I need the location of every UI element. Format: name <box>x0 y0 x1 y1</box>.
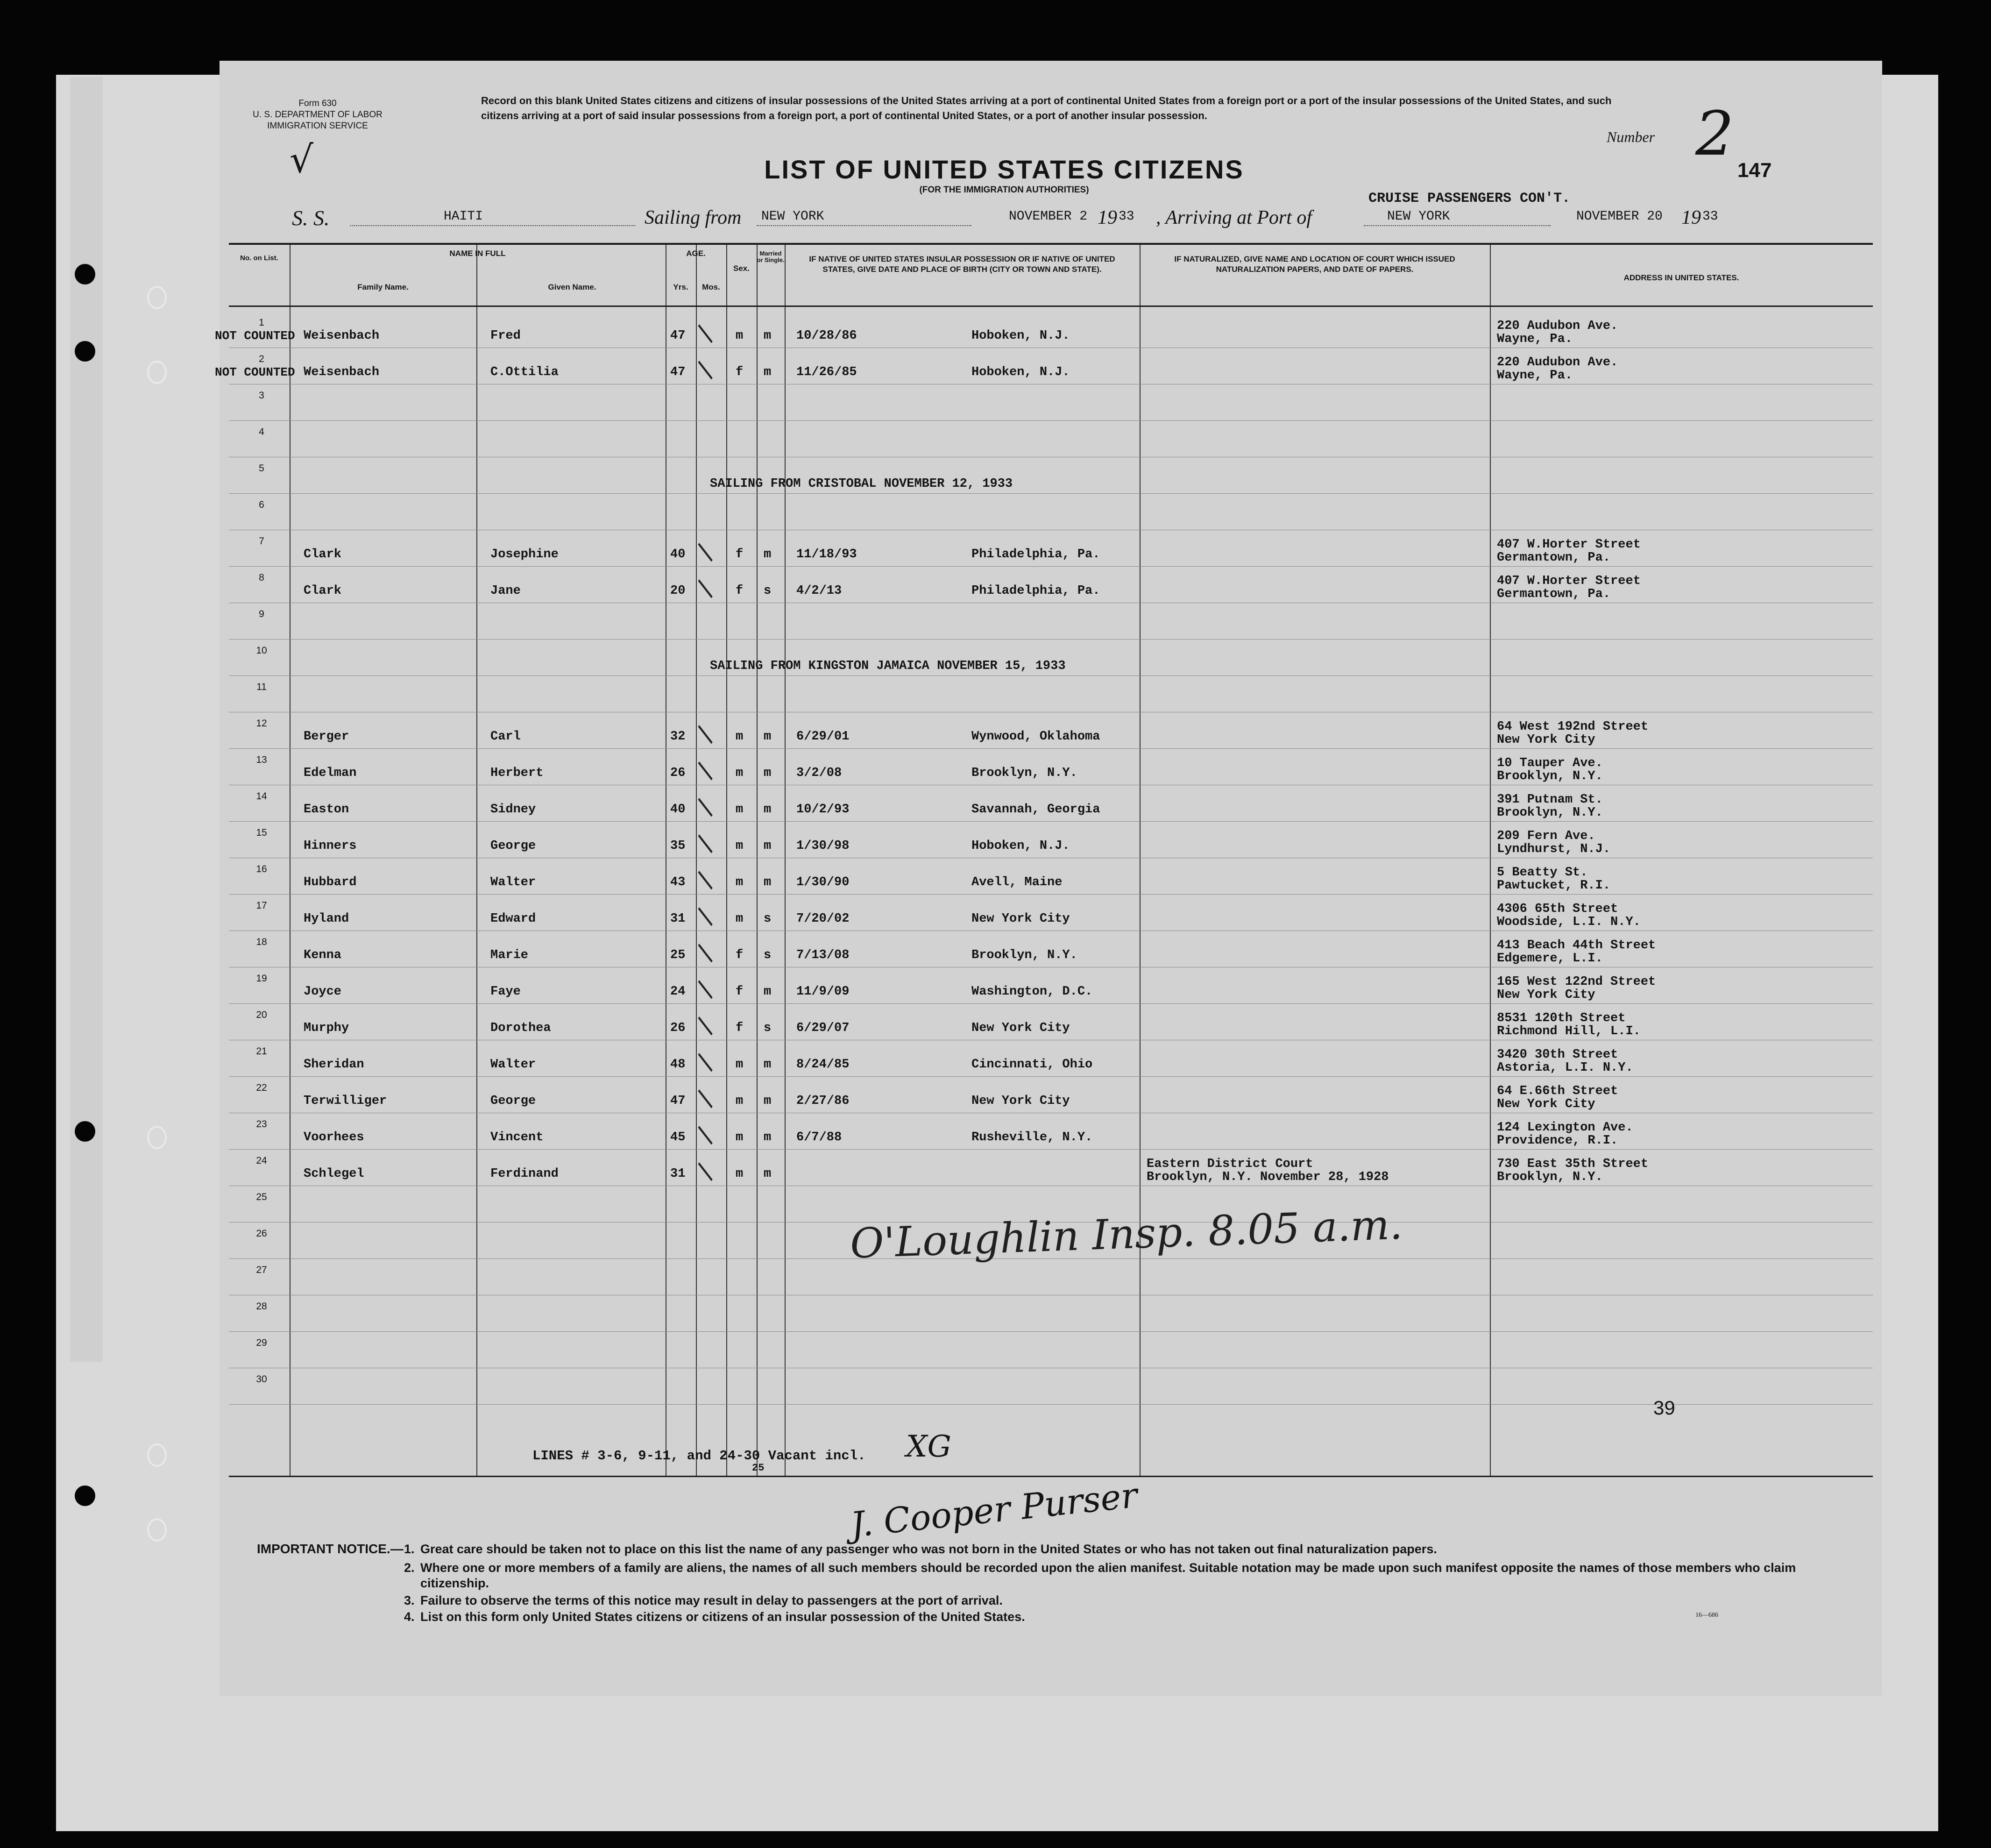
manifest-sheet <box>215 61 1882 1696</box>
address-line-2: Astoria, L.I. N.Y. <box>1497 1061 1633 1075</box>
age-years: 24 <box>670 985 686 999</box>
birth-info-header: IF NATIVE OF UNITED STATES INSULAR POSSESSION OR IF NATIVE OF UNITED STATES, GIVE DATE AND PLACE OF BIRTH (CITY OR TOWN AND STATE). <box>809 255 1115 274</box>
row-number: 24 <box>256 1155 267 1166</box>
birth-date: 11/18/93 <box>796 547 857 562</box>
address-line-1: 4306 65th Street <box>1497 902 1618 916</box>
row-number: 19 <box>256 973 267 984</box>
age-years: 35 <box>670 839 686 853</box>
notice-item-4: 4. List on this form only United States citizens or citizens of an insular possession of the United States. <box>404 1610 1025 1624</box>
marital-status: s <box>764 584 772 598</box>
age-years: 48 <box>670 1058 686 1072</box>
age-years: 20 <box>670 584 686 598</box>
address-line-1: 3420 30th Street <box>1497 1048 1618 1062</box>
address-line-1: 10 Tauper Ave. <box>1497 756 1603 770</box>
birth-date: 8/24/85 <box>796 1058 850 1072</box>
family-name: Weisenbach <box>304 329 380 343</box>
age-years: 26 <box>670 1021 686 1035</box>
given-name: Faye <box>490 985 521 999</box>
given-name: Josephine <box>490 547 559 562</box>
row-number: 5 <box>259 463 264 474</box>
row-number: 6 <box>259 499 264 510</box>
important-notice-label: IMPORTANT NOTICE.— <box>257 1542 404 1556</box>
sex-header: Sex. <box>733 264 750 273</box>
row-number: 27 <box>256 1265 267 1275</box>
row-number: 23 <box>256 1119 267 1130</box>
row-number: 29 <box>256 1337 267 1348</box>
vacant-lines-note: LINES # 3-6, 9-11, and 24-30 Vacant incl. <box>532 1448 866 1464</box>
age-years: 40 <box>670 547 686 562</box>
address-line-1: 413 Beach 44th Street <box>1497 938 1656 952</box>
address-line-2: Germantown, Pa. <box>1497 551 1611 565</box>
address-line-2: Wayne, Pa. <box>1497 369 1573 383</box>
given-name: George <box>490 839 536 853</box>
birthplace: Hoboken, N.J. <box>971 365 1070 379</box>
tick-mark: / <box>690 1159 720 1184</box>
notice-item-1: 1. Great care should be taken not to place on this list the name of any passenger who was not born in the United States or who has not taken out final naturalization papers. <box>404 1542 1437 1556</box>
tick-mark: / <box>690 722 720 746</box>
marital-status: s <box>764 1021 772 1035</box>
sex: f <box>736 365 744 379</box>
given-name: Jane <box>490 584 521 598</box>
family-name: Easton <box>304 803 349 817</box>
given-name-header: Given Name. <box>548 283 596 291</box>
age-years: 47 <box>670 1094 686 1108</box>
sailing-from-label: Sailing from <box>645 207 742 228</box>
sex: m <box>736 875 744 889</box>
row-number: 18 <box>256 937 267 947</box>
not-counted-note: NOT COUNTED <box>215 329 295 343</box>
marital-status: m <box>764 365 772 379</box>
sex: f <box>736 584 744 598</box>
married-single-header: Married or Single. <box>757 250 785 263</box>
given-name: Carl <box>490 730 521 744</box>
birthplace: Brooklyn, N.Y. <box>971 766 1077 780</box>
address-line-1: 64 E.66th Street <box>1497 1084 1618 1098</box>
given-name: Dorothea <box>490 1021 551 1035</box>
given-name: George <box>490 1094 536 1108</box>
notice-item-2: 2. Where one or more members of a family are aliens, the names of all such members should be recorded upon the alien manifest. Suitable notation may be made upon such manifest opposite the names of those members who claim citizenship. <box>404 1561 1796 1590</box>
sex: m <box>736 839 744 853</box>
address-line-2: Edgemere, L.I. <box>1497 952 1603 966</box>
tick-mark: / <box>690 357 720 382</box>
family-name: Joyce <box>304 985 342 999</box>
family-name: Schlegel <box>304 1167 364 1181</box>
naturalization-date: Brooklyn, N.Y. November 28, 1928 <box>1147 1170 1389 1184</box>
address-line-1: 64 West 192nd Street <box>1497 720 1649 734</box>
notice-item-3: 3. Failure to observe the terms of this notice may result in delay to passengers at the port of arrival. <box>404 1593 1003 1607</box>
family-name: Kenna <box>304 948 342 962</box>
punch-hole <box>75 341 95 362</box>
row-number: 2 <box>259 354 264 364</box>
page-number: 39 <box>1653 1397 1675 1419</box>
tick-mark: / <box>690 867 720 892</box>
birthplace: New York City <box>971 1021 1070 1035</box>
naturalization-court: Eastern District Court <box>1147 1157 1313 1171</box>
sex: f <box>736 948 744 962</box>
address-line-2: Pawtucket, R.I. <box>1497 879 1611 893</box>
sailing-date: NOVEMBER 2 <box>1009 209 1088 224</box>
given-name: Walter <box>490 1058 536 1072</box>
tick-mark: / <box>690 576 720 601</box>
birthplace: Philadelphia, Pa. <box>971 547 1100 562</box>
family-name: Voorhees <box>304 1130 364 1144</box>
family-name: Hinners <box>304 839 357 853</box>
row-number: 13 <box>256 754 267 765</box>
age-years: 43 <box>670 875 686 889</box>
address-line-2: New York City <box>1497 1097 1595 1111</box>
birth-date: 10/28/86 <box>796 329 857 343</box>
row-number: 15 <box>256 827 267 838</box>
department-name: U. S. DEPARTMENT OF LABOR <box>253 110 383 120</box>
birthplace: Rusheville, N.Y. <box>971 1130 1093 1144</box>
birth-date: 6/29/01 <box>796 730 850 744</box>
given-name: Ferdinand <box>490 1167 559 1181</box>
birth-date: 4/2/13 <box>796 584 842 598</box>
family-name: Terwilliger <box>304 1094 387 1108</box>
birthplace: Brooklyn, N.Y. <box>971 948 1077 962</box>
birthplace: Hoboken, N.J. <box>971 839 1070 853</box>
age-years: 40 <box>670 803 686 817</box>
address-line-2: Germantown, Pa. <box>1497 587 1611 601</box>
age-years: 26 <box>670 766 686 780</box>
row-number: 8 <box>259 572 264 583</box>
cruise-note: CRUISE PASSENGERS CON'T. <box>1368 191 1571 206</box>
family-name: Edelman <box>304 766 357 780</box>
ship-name: HAITI <box>444 209 483 224</box>
given-name: Herbert <box>490 766 544 780</box>
sex: m <box>736 1094 744 1108</box>
sequence-number: 147 <box>1737 159 1772 182</box>
given-name: Walter <box>490 875 536 889</box>
row-number: 7 <box>259 536 264 547</box>
marital-status: m <box>764 730 772 744</box>
marital-status: m <box>764 985 772 999</box>
marital-status: m <box>764 803 772 817</box>
birthplace: Hoboken, N.J. <box>971 329 1070 343</box>
address-header: ADDRESS IN UNITED STATES. <box>1623 273 1739 282</box>
row-number: 26 <box>256 1228 267 1239</box>
age-years: 47 <box>670 329 686 343</box>
marital-status: m <box>764 1130 772 1144</box>
marital-status: m <box>764 1058 772 1072</box>
row-number: 28 <box>256 1301 267 1312</box>
address-line-2: Woodside, L.I. N.Y. <box>1497 915 1641 929</box>
age-years: 31 <box>670 912 686 926</box>
row-number: 14 <box>256 791 267 802</box>
address-line-1: 407 W.Horter Street <box>1497 538 1641 552</box>
arrival-year: 33 <box>1702 209 1718 224</box>
marital-status: m <box>764 766 772 780</box>
punch-ring <box>147 1443 167 1467</box>
tick-mark: / <box>690 758 720 783</box>
family-name: Berger <box>304 730 349 744</box>
arrival-year-prefix: 19 <box>1681 207 1701 228</box>
row-number: 4 <box>259 426 264 437</box>
birthplace: Philadelphia, Pa. <box>971 584 1100 598</box>
tick-mark: / <box>690 540 720 564</box>
print-code: 16—686 <box>1695 1612 1718 1619</box>
age-years: 31 <box>670 1167 686 1181</box>
sex: f <box>736 985 744 999</box>
sailing-year: 33 <box>1119 209 1134 224</box>
age-header: AGE. <box>686 249 706 258</box>
section-heading: SAILING FROM CRISTOBAL NOVEMBER 12, 1933 <box>710 477 1013 491</box>
purser-signature: J. Cooper Purser <box>849 1475 1140 1545</box>
row-number: 22 <box>256 1082 267 1093</box>
vacant-lines-correction: 25 <box>752 1462 765 1474</box>
sex: m <box>736 329 744 343</box>
birth-date: 2/27/86 <box>796 1094 850 1108</box>
initials-signature: XG <box>906 1429 951 1464</box>
family-name: Clark <box>304 547 342 562</box>
marital-status: m <box>764 875 772 889</box>
birth-date: 7/20/02 <box>796 912 850 926</box>
sailing-year-prefix: 19 <box>1098 207 1117 228</box>
birthplace: Wynwood, Oklahoma <box>971 730 1100 744</box>
given-name: Sidney <box>490 803 536 817</box>
row-number: 10 <box>256 645 267 656</box>
birthplace: Cincinnati, Ohio <box>971 1058 1093 1072</box>
name-in-full-header: NAME IN FULL <box>449 249 506 258</box>
family-name: Clark <box>304 584 342 598</box>
marital-status: s <box>764 912 772 926</box>
address-line-1: 730 East 35th Street <box>1497 1157 1649 1171</box>
punch-ring <box>147 286 167 309</box>
tick-mark: / <box>690 831 720 856</box>
form-number: Form 630 <box>298 99 337 108</box>
address-line-2: Wayne, Pa. <box>1497 332 1573 346</box>
given-name: Fred <box>490 329 521 343</box>
years-header: Yrs. <box>673 283 688 291</box>
row-number: 3 <box>259 390 264 401</box>
birthplace: Washington, D.C. <box>971 985 1093 999</box>
page-title: LIST OF UNITED STATES CITIZENS <box>764 155 1244 184</box>
given-name: Marie <box>490 948 529 962</box>
sex: m <box>736 1058 744 1072</box>
birth-date: 10/2/93 <box>796 803 850 817</box>
birthplace: Savannah, Georgia <box>971 803 1100 817</box>
sex: m <box>736 803 744 817</box>
page-subtitle: (FOR THE IMMIGRATION AUTHORITIES) <box>919 185 1089 195</box>
family-name: Murphy <box>304 1021 349 1035</box>
number-label: Number <box>1607 128 1655 145</box>
punch-hole <box>75 1486 95 1506</box>
punch-ring <box>147 1518 167 1542</box>
row-number: 25 <box>256 1192 267 1202</box>
row-number: 16 <box>256 864 267 874</box>
birth-date: 3/2/08 <box>796 766 842 780</box>
ss-label: S. S. <box>292 206 330 230</box>
tick-mark: / <box>690 1086 720 1111</box>
family-name: Weisenbach <box>304 365 380 379</box>
tick-mark: / <box>690 904 720 929</box>
birthplace: New York City <box>971 912 1070 926</box>
row-number: 12 <box>256 718 267 729</box>
family-name: Sheridan <box>304 1058 364 1072</box>
sex: m <box>736 1130 744 1144</box>
tick-mark: / <box>690 1013 720 1038</box>
punch-ring <box>147 361 167 384</box>
family-name-header: Family Name. <box>357 283 409 291</box>
service-name: IMMIGRATION SERVICE <box>267 121 368 131</box>
address-line-2: New York City <box>1497 733 1595 747</box>
marital-status: m <box>764 1167 772 1181</box>
no-on-list-header: No. on List. <box>240 254 278 262</box>
row-number: 9 <box>259 609 264 619</box>
marital-status: m <box>764 1094 772 1108</box>
marital-status: m <box>764 547 772 562</box>
birth-date: 1/30/90 <box>796 875 850 889</box>
tick-mark: / <box>690 977 720 1002</box>
birth-date: 1/30/98 <box>796 839 850 853</box>
age-years: 32 <box>670 730 686 744</box>
given-name: C.Ottilia <box>490 365 559 379</box>
address-line-1: 391 Putnam St. <box>1497 793 1603 807</box>
arrival-port: NEW YORK <box>1387 209 1450 224</box>
checkmark-icon: √ <box>290 138 313 181</box>
marital-status: m <box>764 839 772 853</box>
row-number: 20 <box>256 1009 267 1020</box>
sex: f <box>736 547 744 562</box>
address-line-2: Richmond Hill, L.I. <box>1497 1024 1641 1038</box>
tick-mark: / <box>690 1123 720 1147</box>
section-heading: SAILING FROM KINGSTON JAMAICA NOVEMBER 15, 1933 <box>710 659 1066 673</box>
age-years: 25 <box>670 948 686 962</box>
arriving-label: , Arriving at Port of <box>1156 207 1312 228</box>
sex: m <box>736 766 744 780</box>
birth-date: 11/9/09 <box>796 985 850 999</box>
months-header: Mos. <box>702 283 720 291</box>
row-number: 17 <box>256 900 267 911</box>
birth-date: 6/7/88 <box>796 1130 842 1144</box>
address-line-1: 8531 120th Street <box>1497 1011 1626 1025</box>
family-name: Hubbard <box>304 875 357 889</box>
sex: f <box>736 1021 744 1035</box>
passenger-table <box>215 243 1873 1477</box>
address-line-1: 220 Audubon Ave. <box>1497 355 1618 370</box>
punch-hole <box>75 1121 95 1142</box>
address-line-2: New York City <box>1497 988 1595 1002</box>
not-counted-note: NOT COUNTED <box>215 365 295 379</box>
age-years: 45 <box>670 1130 686 1144</box>
marital-status: m <box>764 329 772 343</box>
form-identifier <box>248 98 388 132</box>
row-number: 21 <box>256 1046 267 1057</box>
address-line-2: Brooklyn, N.Y. <box>1497 769 1603 783</box>
list-number-handwritten: 2 <box>1695 98 1734 169</box>
row-number: 11 <box>256 682 267 692</box>
address-line-1: 209 Fern Ave. <box>1497 829 1595 843</box>
punch-ring <box>147 1126 167 1149</box>
tick-mark: / <box>690 1050 720 1074</box>
birth-date: 7/13/08 <box>796 948 850 962</box>
naturalization-header: IF NATURALIZED, GIVE NAME AND LOCATION OF COURT WHICH ISSUED NATURALIZATION PAPERS, AND DATE OF PAPERS. <box>1174 255 1455 274</box>
sex: m <box>736 1167 744 1181</box>
tick-mark: / <box>690 321 720 346</box>
marital-status: s <box>764 948 772 962</box>
inspector-signature: O'Loughlin Insp. 8.05 a.m. <box>849 1200 1403 1268</box>
age-years: 47 <box>670 365 686 379</box>
sex: m <box>736 730 744 744</box>
address-line-2: Brooklyn, N.Y. <box>1497 806 1603 820</box>
birthplace: New York City <box>971 1094 1070 1108</box>
address-line-2: Providence, R.I. <box>1497 1134 1618 1148</box>
birth-date: 11/26/85 <box>796 365 857 379</box>
row-number: 30 <box>256 1374 267 1385</box>
address-line-1: 220 Audubon Ave. <box>1497 319 1618 333</box>
birthplace: Avell, Maine <box>971 875 1063 889</box>
given-name: Edward <box>490 912 536 926</box>
birth-date: 6/29/07 <box>796 1021 850 1035</box>
given-name: Vincent <box>490 1130 544 1144</box>
tick-mark: / <box>690 940 720 965</box>
address-line-2: Brooklyn, N.Y. <box>1497 1170 1603 1184</box>
sex: m <box>736 912 744 926</box>
address-line-1: 5 Beatty St. <box>1497 866 1588 880</box>
address-line-2: Lyndhurst, N.J. <box>1497 842 1611 856</box>
arrival-date: NOVEMBER 20 <box>1576 209 1663 224</box>
punch-hole <box>75 264 95 284</box>
family-name: Hyland <box>304 912 349 926</box>
sailing-port: NEW YORK <box>761 209 824 224</box>
address-line-1: 124 Lexington Ave. <box>1497 1121 1633 1135</box>
tick-mark: / <box>690 795 720 819</box>
address-line-1: 407 W.Horter Street <box>1497 574 1641 588</box>
row-number: 1 <box>259 317 264 328</box>
address-line-1: 165 West 122nd Street <box>1497 975 1656 989</box>
record-instructions: Record on this blank United States citizens and citizens of insular possessions of the United States arriving at a port of continental United States from a foreign port or a port of the insular possessions of the United States, and such citizens arriving at a port of said insular possessions from a foreign port, a port of continental United States, or a port of another insular possession. <box>481 95 1612 121</box>
